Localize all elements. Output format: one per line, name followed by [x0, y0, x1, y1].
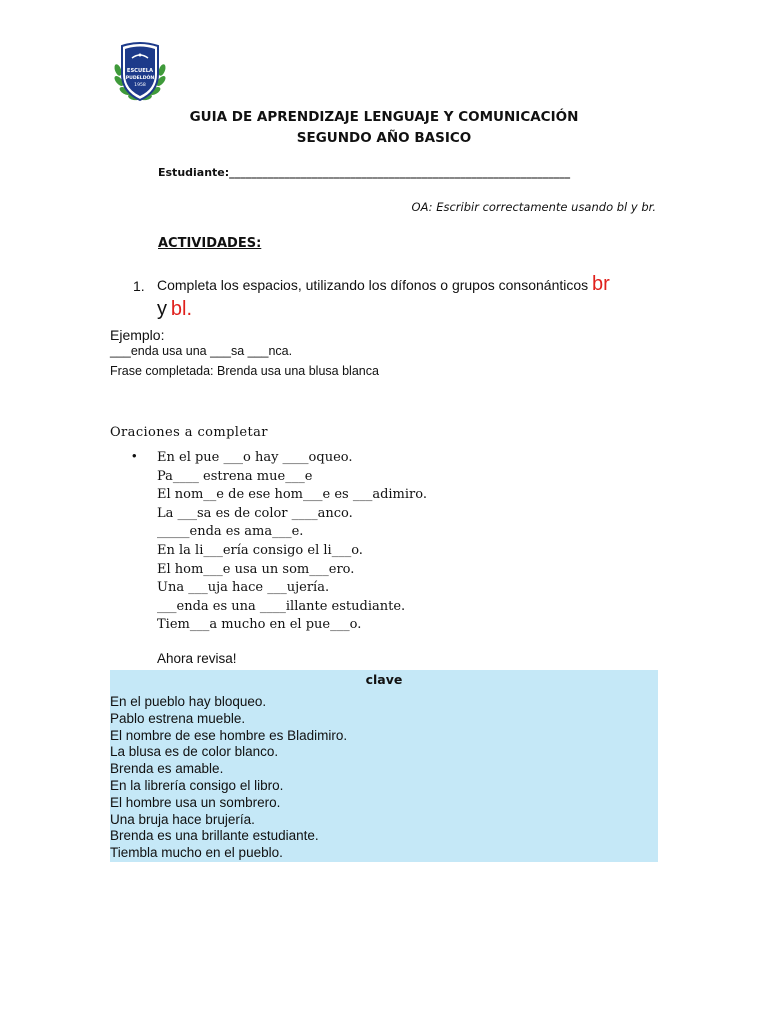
sentence-item: Tiem___a mucho en el pue___o.	[157, 617, 362, 633]
example-label: Ejemplo:	[110, 327, 165, 343]
answer-item: Brenda es amable.	[110, 761, 224, 777]
question-number: 1.	[133, 278, 145, 294]
example-completed: Frase completada: Brenda usa una blusa blanca	[110, 364, 379, 378]
example-prompt: ___enda usa una ___sa ___nca.	[110, 344, 293, 358]
answer-item: El hombre usa un sombrero.	[110, 794, 281, 810]
page-title: GUIA DE APRENDIZAJE LENGUAJE Y COMUNICACIÓN	[189, 109, 579, 125]
sentence-item: _____enda es ama___e.	[157, 524, 304, 540]
school-logo	[112, 40, 168, 106]
answer-key-title: clave	[365, 672, 403, 687]
review-prompt: Ahora revisa!	[157, 651, 237, 666]
answer-item: En la librería consigo el libro.	[110, 777, 284, 793]
logo-line3: 1958	[134, 83, 146, 88]
answer-item: La blusa es de color blanco.	[110, 744, 279, 760]
question-1-y: y	[157, 298, 167, 320]
sentence-item: ___enda es una ____illante estudiante.	[157, 598, 406, 614]
digraph-bl: bl.	[170, 298, 193, 320]
student-name-field: Estudiante:______________________________________________________________	[158, 166, 571, 179]
question-1-text: Completa los espacios, utilizando los dífonos o grupos consonánticos	[157, 277, 589, 293]
logo-line1: ESCUELA	[126, 68, 154, 74]
page-subtitle: SEGUNDO AÑO BASICO	[296, 130, 472, 146]
sentence-list	[157, 449, 427, 635]
sentence-item: En la li___ería consigo el li___o.	[157, 542, 363, 558]
bullet-marker: •	[132, 448, 137, 463]
answer-key-box	[110, 670, 658, 862]
sentence-item: Una ___uja hace ___ujería.	[157, 580, 330, 596]
answer-key-list	[110, 691, 658, 862]
digraph-br: br	[592, 273, 610, 295]
answer-item: En el pueblo hay bloqueo.	[110, 694, 267, 709]
activities-heading: ACTIVIDADES:	[158, 236, 262, 251]
logo-line2: PUDELDÓN	[125, 76, 155, 81]
sentence-item: El hom___e usa un som___ero.	[157, 561, 355, 577]
learning-objective: OA: Escribir correctamente usando bl y br.	[411, 200, 656, 214]
sentence-item: Pa____ estrena mue___e	[157, 468, 313, 484]
sentence-item: El nom__e de ese hom___e es ___adimiro.	[157, 487, 427, 503]
question-1	[157, 272, 667, 322]
sentence-item: En el pue ___o hay ____oqueo.	[157, 450, 353, 465]
answer-item: Pablo estrena mueble.	[110, 710, 246, 726]
answer-item: Brenda es una brillante estudiante.	[110, 828, 319, 844]
example-block	[110, 327, 379, 378]
answer-item: El nombre de ese hombre es Bladimiro.	[110, 727, 348, 743]
answer-item: Una bruja hace brujería.	[110, 811, 255, 827]
answer-item: Tiembla mucho en el pueblo.	[110, 845, 283, 861]
sentence-item: La ___sa es de color ____anco.	[157, 505, 353, 521]
sentences-heading: Oraciones a completar	[110, 425, 268, 440]
